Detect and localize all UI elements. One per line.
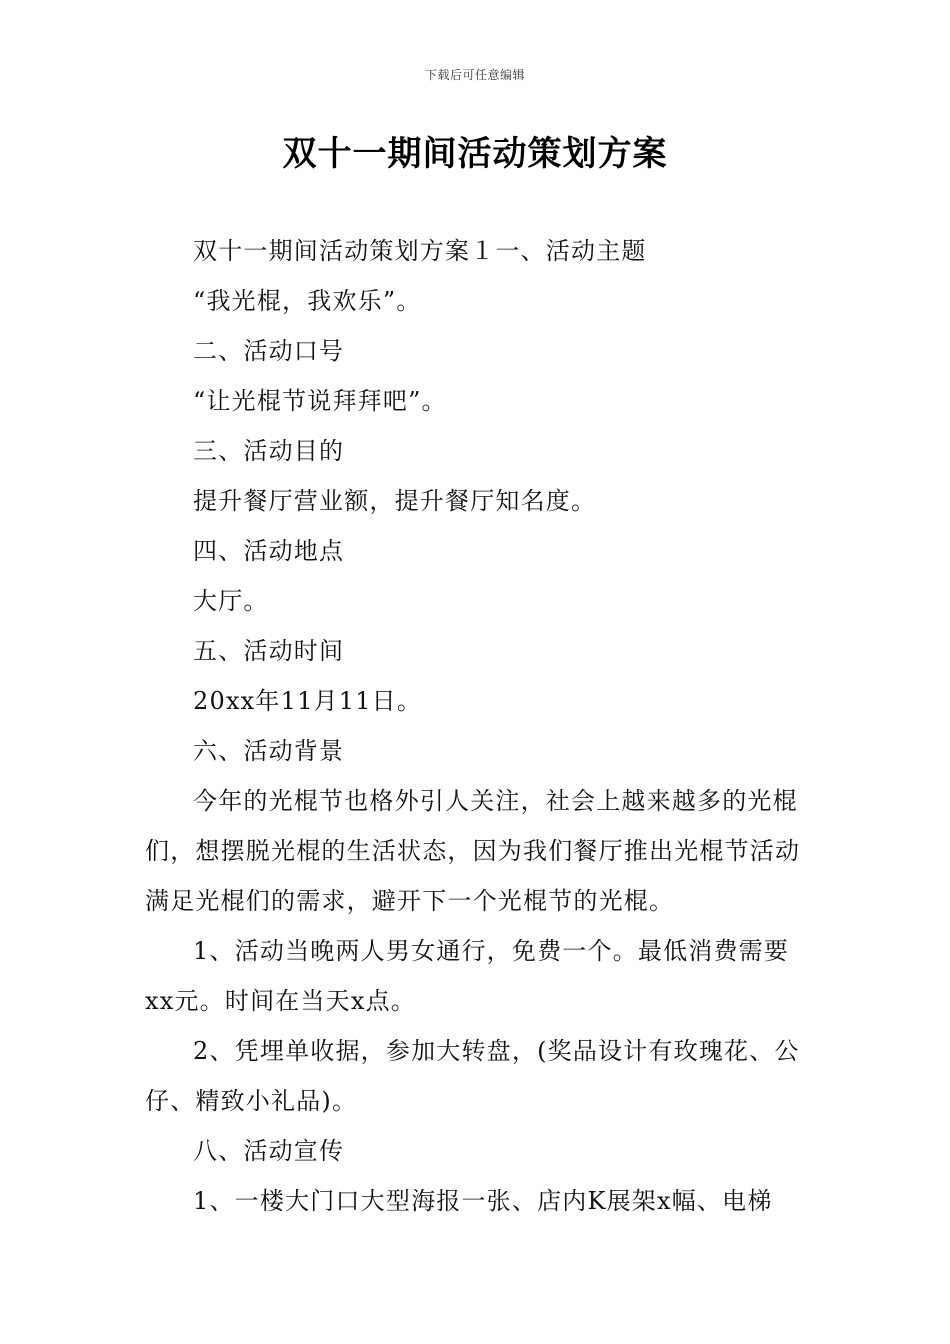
paragraph-promotion-heading: 八、活动宣传 bbox=[193, 1137, 345, 1165]
paragraph-time-heading: 五、活动时间 bbox=[193, 637, 345, 665]
paragraph-background-heading: 六、活动背景 bbox=[193, 737, 345, 765]
paragraph-promotion-item-1: 1、一楼大门口大型海报一张、店内K展架x幅、电梯 bbox=[193, 1187, 773, 1215]
paragraph-item-2: 2、凭埋单收据，参加大转盘，(奖品设计有玫瑰花、公仔、精致小礼品)。 bbox=[145, 1037, 800, 1115]
header-note: 下载后可任意编辑 bbox=[424, 68, 525, 82]
paragraph-slogan: “让光棍节说拜拜吧”。 bbox=[193, 387, 447, 415]
document-title: 双十一期间活动策划方案 bbox=[282, 134, 668, 174]
document-body bbox=[145, 226, 810, 1226]
paragraph-item-1: 1、活动当晚两人男女通行，免费一个。最低消费需要xx元。时间在当天x点。 bbox=[145, 937, 790, 1015]
paragraph-theme: “我光棍，我欢乐”。 bbox=[193, 287, 422, 315]
paragraph-goal: 提升餐厅营业额，提升餐厅知名度。 bbox=[193, 487, 597, 515]
paragraph-goal-heading: 三、活动目的 bbox=[193, 437, 345, 465]
paragraph-theme-heading: 双十一期间活动策划方案１一、活动主题 bbox=[193, 237, 647, 265]
paragraph-slogan-heading: 二、活动口号 bbox=[193, 337, 345, 365]
paragraph-time: 20xx年11月11日。 bbox=[193, 687, 423, 715]
paragraph-location-heading: 四、活动地点 bbox=[193, 537, 345, 565]
paragraph-location: 大厅。 bbox=[193, 587, 269, 615]
paragraph-background: 今年的光棍节也格外引人关注，社会上越来越多的光棍们，想摆脱光棍的生活状态，因为我们餐厅推出光棍节活动满足光棍们的需求，避开下一个光棍节的光棍。 bbox=[145, 787, 801, 915]
